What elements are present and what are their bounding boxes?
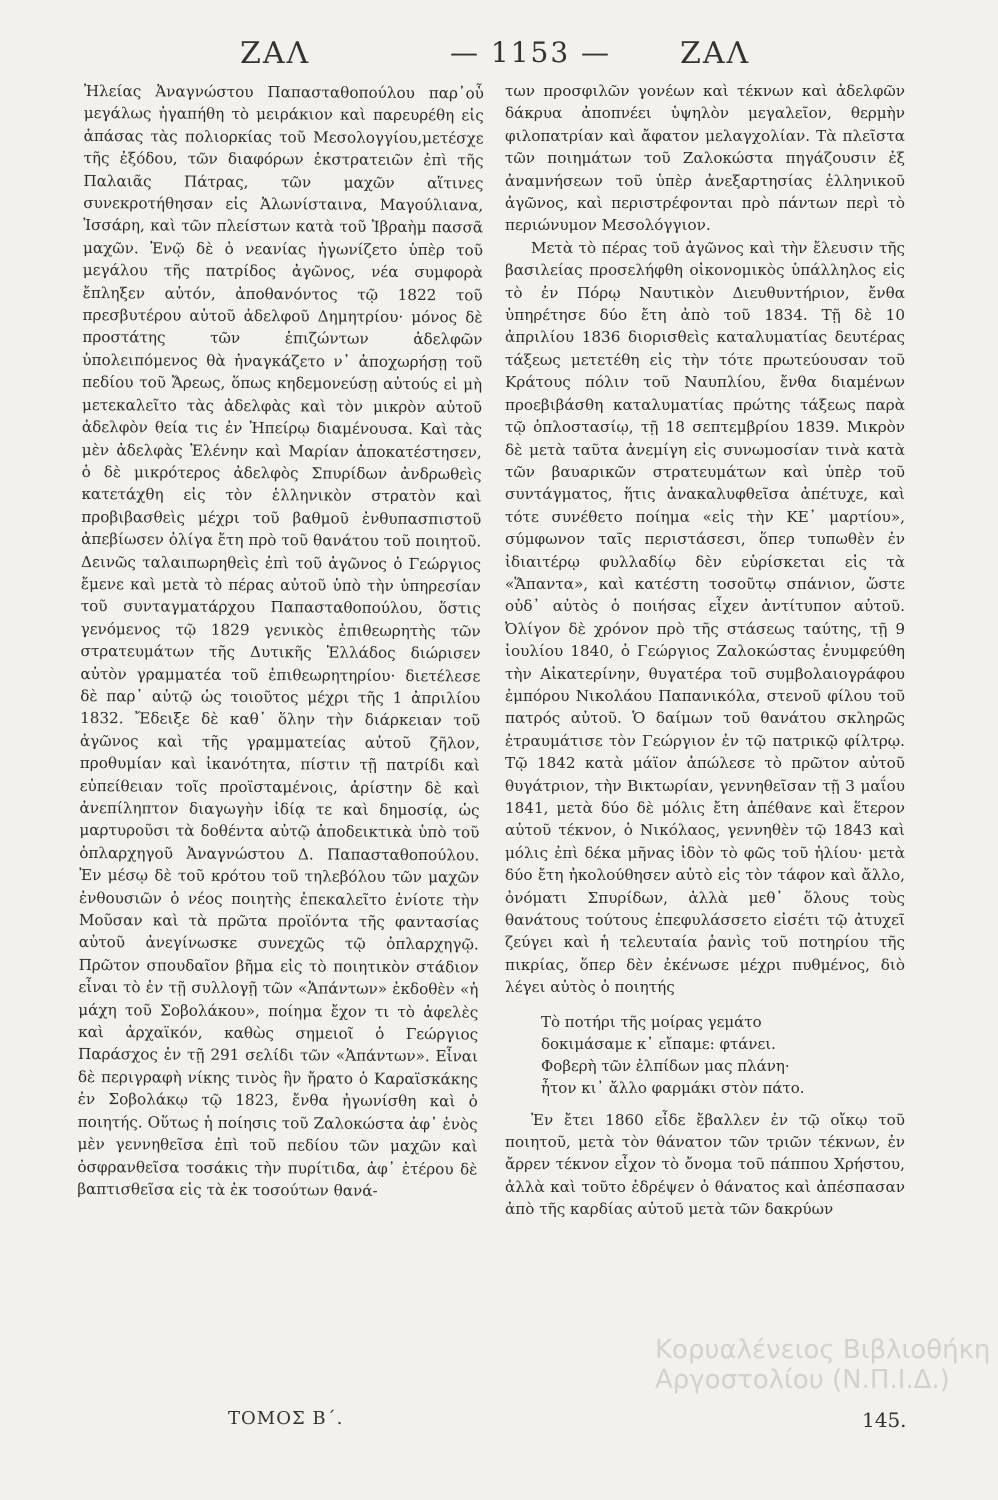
watermark-line: Κορυαλένειος Βιβλιοθήκη bbox=[655, 1335, 991, 1365]
poem-line: Τὸ ποτήρι τῆς μοίρας γεμάτο bbox=[541, 1012, 762, 1031]
right-column-paragraph-2: Μετὰ τὸ πέρας τοῦ ἀγῶνος καὶ τὴν ἔλευσιν τῆς βασιλείας προσελήφθη οἰκονομικὸς ὑπάλληλος εἰς τὸ ἐν Πόρῳ Ναυτικὸν Διευθυντήριον, ἔνθα ὑπηρέτησε δύο ἔτη ἀπὸ τοῦ 1834. Τῇ δὲ 10 ἀπριλίου 1836 διορισθεὶς καταλυματίας δευτέρας τάξεως μετετέθη εἰς τὴν τότε πρωτεύουσαν τοῦ Κράτους πόλιν τοῦ Ναυπλίου, ἔνθα διαμένων προεβιβάσθη καταλυματίας πρώτης τάξεως παρὰ τῷ ὁπλοστασίῳ, τῇ 18 σεπτεμβρίου 1839. Μικρὸν δὲ μετὰ ταῦτα ἀνεμίγη εἰς συνωμοσίαν τινὰ κατὰ τῶν βαυαρικῶν στρατευμάτων καὶ ὑπὲρ τοῦ συντάγματος, ἥτις ἀνακαλυφθεῖσα ἀπέτυχε, καὶ τότε συνέθετο ποίημα «εἰς τὴν ΚΕ᾽ μαρτίου», σύμφωνον ταῖς περιστάσεσι, ὅπερ τυπωθὲν ἐν ἰδιαιτέρῳ φυλλαδίῳ δὲν εὑρίσκεται εἰς τὰ «Ἅπαντα», καὶ κατέστη τοσοῦτῳ σπάνιον, ὥστε οὐδ᾽ αὐτὸς ὁ ποιήσας εἶχεν ἀντίτυπον αὐτοῦ. Ὀλίγον δὲ χρόνον πρὸ τῆς στάσεως ταύτης, τῇ 9 ἰουλίου 1840, ὁ Γεώργιος Ζαλοκώστας ἐνυμφεύθη τὴν Αἰκατερίνην, θυγατέρα τοῦ συμβολαιογράφου ἐμπόρου Νικολάου Παπανικόλα, στενοῦ φίλου τοῦ πατρός αὐτοῦ. Ὁ δαίμων τοῦ θανάτου σκληρῶς ἐτραυμάτισε τὸν Γεώργιον ἐν τῷ πατρικῷ φίλτρῳ. Τῷ 1842 κατὰ μάϊον ἀπώλεσε τὸ πρῶτον αὐτοῦ θυγάτριον, τὴν Βικτωρίαν, γεννηθεῖσαν τῇ 3 μαΐου 1841, μετὰ δύο δὲ μόλις ἔτη ἀπέθανε καὶ ἕτερον αὐτοῦ τέκνον, ὁ Νικόλαος, γεννηθὲν τῷ 1843 καὶ μόλις ἐπὶ δέκα μῆνας ἰδὸν τὸ φῶς τοῦ ἡλίου· μετὰ δύο ἔτη ἠκολούθησεν αὐτὸ εἰς τὸν τάφον καὶ ἄλλο, ὀνόματι Σπυρίδων, ἀλλὰ μεθ᾽ ὅλους τοὺς θανάτους τούτους ἐπεφυλάσσετο εἰσέτι τῷ ἀτυχεῖ ζεύγει καὶ ἡ τελευταία ῥανὶς τοῦ ποτηρίου τῆς πικρίας, ὅπερ δὲν ἐκένωσε μέχρι πυθμένος, διὸ λέγει αὐτὸς ὁ ποιητής bbox=[505, 238, 905, 997]
library-watermark bbox=[655, 1335, 991, 1395]
header-keyword-left: ΖΑΛ bbox=[240, 36, 311, 71]
right-column-paragraph-3: Ἐν ἔτει 1860 εἶδε ἔβαλλεν ἐν τῷ οἴκῳ τοῦ ποιητοῦ, μετὰ τὸν θάνατον τῶν τριῶν τέκνων, ἐν ἄρρεν τέκνον εἶχον τὸ ὄνομα τοῦ πάππου Χρήστου, ἀλλὰ καὶ τοῦτο ἐδρέψεν ὁ θάνατος καὶ ἀπέσπασαν ἀπὸ τῆς καρδίας αὐτοῦ μετὰ τῶν δακρύων bbox=[505, 1110, 905, 1219]
poem-line: Φοβερὴ τῶν ἐλπίδων μας πλάνη· bbox=[541, 1056, 790, 1075]
page-number: — 1153 — bbox=[450, 36, 612, 69]
page-header bbox=[80, 36, 920, 76]
left-column bbox=[77, 80, 484, 1203]
signature-mark: 145. bbox=[862, 1408, 907, 1432]
poem-quote bbox=[541, 1011, 905, 1099]
volume-label: ΤΟΜΟΣ Β΄. bbox=[228, 1408, 344, 1429]
right-column bbox=[505, 80, 905, 1221]
poem-line: ἦτον κι᾽ ἄλλο φαρμάκι στὸν πάτο. bbox=[541, 1078, 805, 1097]
right-column-paragraph-1: των προσφιλῶν γονέων καὶ τέκνων καὶ ἀδελφῶν δάκρυα ἀποπνέει ὑψηλὸν μεγαλεῖον, θερμὴν φιλοπατρίαν καὶ ἄφατον μελαγχολίαν. Τὰ πλεῖστα τῶν ποιημάτων τοῦ Ζαλοκώστα πηγάζουσιν ἐξ ἀναμνήσεων τοῦ ὑπὲρ ἀνεξαρτησίας ἑλληνικοῦ ἀγῶνος, καὶ περιστρέφονται πρὸ πάντων περὶ τὸ περιώνυμον Μεσολόγγιον. bbox=[505, 82, 905, 235]
left-column-paragraph: Ἠλείας Ἀναγνώστου Παπασταθοπούλου παρ᾽οὗ μεγάλως ἠγαπήθη τὸ μειράκιον καὶ παρευρέθη εἰς ἁπάσας τὰς πολιορκίας τοῦ Μεσολογγίου,μετέσχε τῆς ἐξόδου, τῶν διαφόρων ἐκστρατειῶν ἐπὶ τῆς Παλαιᾶς Πάτρας, τῶν μαχῶν αἵτινες συνεκροτήθησαν εἰς Ἀλωνίσταινα, Μαγούλιανα, Ἰσσάρη, καὶ τῶν πλείστων κατὰ τοῦ Ἰβραὴμ πασσᾶ μαχῶν. Ἐνῷ δὲ ὁ νεανίας ἠγωνίζετο ὑπὲρ τοῦ μεγάλου τῆς πατρίδος ἀγῶνος, νέα συμφορὰ ἔπληξεν αὐτόν, ἀποθανόντος τῷ 1822 τοῦ πρεσβυτέρου αὐτοῦ ἀδελφοῦ Δημητρίου· μόνος δὲ προστάτης τῶν ἐπιζώντων ἀδελφῶν ὑπολειπόμενος θὰ ἠναγκάζετο ν᾽ ἀποχωρήσῃ τοῦ πεδίου τοῦ Ἄρεως, ὅπως κηδεμονεύσῃ αὐτούς εἰ μὴ μετεκαλεῖτο τὰς ἀδελφὰς καὶ τὸν μικρὸν αὐτοῦ ἀδελφὸν θεία τις ἐν Ἠπείρῳ διαμένουσα. Καὶ τὰς μὲν ἀδελφὰς Ἑλένην καὶ Μαρίαν ἀποκατέστησεν, ὁ δὲ μικρότερος ἀδελφὸς Σπυρίδων ἀνδρωθεὶς κατετάχθη εἰς τὸν ἑλληνικὸν στρατὸν καὶ προβιβασθεὶς μέχρι τοῦ βαθμοῦ ἐνθυπασπιστοῦ ἀπεβίωσεν ὀλίγα ἔτη πρὸ τοῦ θανάτου τοῦ ποιητοῦ. Δεινῶς ταλαιπωρηθεὶς ἐπὶ τοῦ ἀγῶνος ὁ Γεώργιος ἔμενε καὶ μετὰ τὸ πέρας αὐτοῦ ὑπὸ τὴν ὑπηρεσίαν τοῦ συνταγματάρχου Παπασταθοπούλου, ὅστις γενόμενος τῷ 1829 γενικὸς ἐπιθεωρητὴς τῶν στρατευμάτων τῆς Δυτικῆς Ἑλλάδος διώρισεν αὐτὸν γραμματέα τοῦ ἐπιθεωρητηρίου· διετέλεσε δὲ παρ᾽ αὐτῷ ὡς τοιοῦτος μέχρι τῆς 1 ἀπριλίου 1832. Ἔδειξε δὲ καθ᾽ ὅλην τὴν διάρκειαν τοῦ ἀγῶνος καὶ τῆς γραμματείας αὐτοῦ ζῆλον, προθυμίαν καὶ ἱκανότητα, πίστιν τῇ πατρίδι καὶ εὐπείθειαν τοῖς προϊσταμένοις, ἀρίστην δὲ καὶ ἀνεπίληπτον διαγωγὴν ἰδίᾳ τε καὶ δημοσίᾳ, ὡς μαρτυροῦσι τὰ δοθέντα αὐτῷ ἀποδεικτικὰ ὑπὸ τοῦ ὁπλαρχηγοῦ Ἀναγνώστου Δ. Παπασταθοπούλου. Ἐν μέσῳ δὲ τοῦ κρότου τοῦ τηλεβόλου τῶν μαχῶν ἐνθουσιῶν ὁ νέος ποιητὴς ἐπεκαλεῖτο ἐνίοτε τὴν Μοῦσαν καὶ τὰ πρῶτα προϊόντα τῆς φαντασίας αὐτοῦ ἀνεγίνωσκε συνεχῶς τῷ ὁπλαρχηγῷ. Πρῶτον σπουδαῖον βῆμα εἰς τὸ ποιητικὸν στάδιον εἶναι τὸ ἐν τῇ συλλογῇ τῶν «Ἁπάντων» ἐκδοθὲν «ἡ μάχη τοῦ Σοβολάκου», ποίημα ἔχον τι τὸ ἀφελὲς καὶ ἀρχαϊκόν, καθὼς σημειοῖ ὁ Γεώργιος Παράσχος ἐν τῇ 291 σελίδι τῶν «Ἁπάντων». Εἶναι δὲ περιγραφὴ νίκης τινὸς ἣν ἤρατο ὁ Καραϊσκάκης ἐν Σοβολάκῳ τῷ 1823, ἔνθα ἠγωνίσθη καὶ ὁ ποιητής. Οὕτως ἡ ποίησις τοῦ Ζαλοκώστα ἀφ᾽ ἑνὸς μὲν γεννηθεῖσα ἐπὶ τοῦ πεδίου τῶν μαχῶν καὶ ὀσφρανθεῖσα τοσάκις τὴν πυρίτιδα, ἀφ᾽ ἑτέρου δὲ βαπτισθεῖσα εἰς τὰ ἐκ τοσούτων θανά- bbox=[77, 81, 484, 1200]
header-keyword-right: ΖΑΛ bbox=[680, 36, 751, 71]
poem-line: δοκιμάσαμε κ᾽ εἴπαμε: φτάνει. bbox=[541, 1034, 776, 1053]
watermark-line: Αργοστολίου (Ν.Π.Ι.Δ.) bbox=[655, 1365, 950, 1395]
